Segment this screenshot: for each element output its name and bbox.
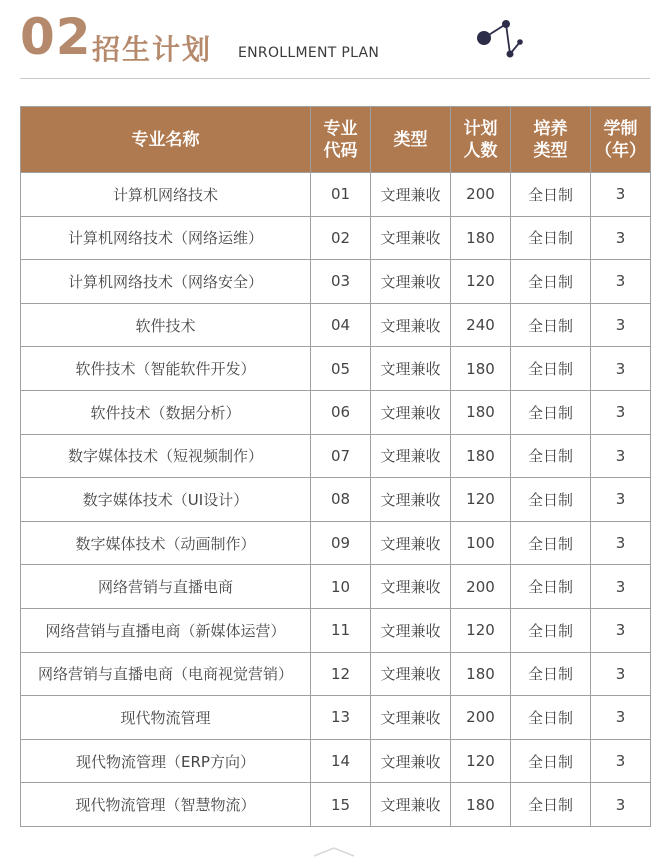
cell-major: 网络营销与直播电商（电商视觉营销） bbox=[21, 652, 311, 696]
table-row bbox=[21, 696, 651, 740]
cell-mode: 全日制 bbox=[511, 521, 591, 565]
cell-plan: 120 bbox=[451, 608, 511, 652]
cell-code: 03 bbox=[311, 260, 371, 304]
cell-plan: 180 bbox=[451, 347, 511, 391]
table-row bbox=[21, 608, 651, 652]
cell-years: 3 bbox=[591, 608, 651, 652]
cell-mode: 全日制 bbox=[511, 478, 591, 522]
header-type: 类型 bbox=[371, 107, 451, 173]
cell-years: 3 bbox=[591, 478, 651, 522]
cell-code: 13 bbox=[311, 696, 371, 740]
cell-mode: 全日制 bbox=[511, 565, 591, 609]
cell-years: 3 bbox=[591, 434, 651, 478]
cell-plan: 200 bbox=[451, 565, 511, 609]
cell-code: 15 bbox=[311, 783, 371, 827]
cell-type: 文理兼收 bbox=[371, 260, 451, 304]
table-row bbox=[21, 478, 651, 522]
cell-plan: 180 bbox=[451, 434, 511, 478]
cell-major: 网络营销与直播电商（新媒体运营） bbox=[21, 608, 311, 652]
table-row bbox=[21, 303, 651, 347]
header-years: 学制 （年） bbox=[591, 107, 651, 173]
cell-plan: 120 bbox=[451, 478, 511, 522]
cell-type: 文理兼收 bbox=[371, 173, 451, 217]
cell-mode: 全日制 bbox=[511, 783, 591, 827]
cell-mode: 全日制 bbox=[511, 434, 591, 478]
cell-plan: 180 bbox=[451, 652, 511, 696]
header-major: 专业名称 bbox=[21, 107, 311, 173]
cell-plan: 100 bbox=[451, 521, 511, 565]
cell-code: 01 bbox=[311, 173, 371, 217]
cell-years: 3 bbox=[591, 260, 651, 304]
cell-years: 3 bbox=[591, 216, 651, 260]
cell-type: 文理兼收 bbox=[371, 216, 451, 260]
cell-type: 文理兼收 bbox=[371, 652, 451, 696]
header-divider bbox=[20, 78, 650, 79]
cell-years: 3 bbox=[591, 390, 651, 434]
header-plan: 计划 人数 bbox=[451, 107, 511, 173]
cell-mode: 全日制 bbox=[511, 652, 591, 696]
cell-type: 文理兼收 bbox=[371, 478, 451, 522]
cell-type: 文理兼收 bbox=[371, 434, 451, 478]
cell-mode: 全日制 bbox=[511, 390, 591, 434]
cell-years: 3 bbox=[591, 303, 651, 347]
section-header bbox=[0, 0, 668, 80]
network-nodes-icon bbox=[470, 16, 530, 66]
cell-code: 07 bbox=[311, 434, 371, 478]
header-mode: 培养 类型 bbox=[511, 107, 591, 173]
section-subtitle-en: ENROLLMENT PLAN bbox=[238, 45, 380, 61]
cell-plan: 120 bbox=[451, 260, 511, 304]
cell-type: 文理兼收 bbox=[371, 608, 451, 652]
cell-plan: 200 bbox=[451, 173, 511, 217]
cell-plan: 180 bbox=[451, 216, 511, 260]
cell-type: 文理兼收 bbox=[371, 783, 451, 827]
cell-code: 14 bbox=[311, 739, 371, 783]
table-row bbox=[21, 652, 651, 696]
cell-major: 软件技术（数据分析） bbox=[21, 390, 311, 434]
cell-years: 3 bbox=[591, 347, 651, 391]
cell-plan: 180 bbox=[451, 390, 511, 434]
cell-major: 数字媒体技术（短视频制作） bbox=[21, 434, 311, 478]
cell-type: 文理兼收 bbox=[371, 303, 451, 347]
cell-code: 09 bbox=[311, 521, 371, 565]
cell-code: 10 bbox=[311, 565, 371, 609]
cell-major: 网络营销与直播电商 bbox=[21, 565, 311, 609]
cell-code: 05 bbox=[311, 347, 371, 391]
cell-mode: 全日制 bbox=[511, 739, 591, 783]
cell-type: 文理兼收 bbox=[371, 521, 451, 565]
cell-major: 现代物流管理 bbox=[21, 696, 311, 740]
table-row bbox=[21, 347, 651, 391]
cell-plan: 240 bbox=[451, 303, 511, 347]
cell-major: 计算机网络技术（网络安全） bbox=[21, 260, 311, 304]
cell-major: 现代物流管理（智慧物流） bbox=[21, 783, 311, 827]
cell-code: 11 bbox=[311, 608, 371, 652]
cell-years: 3 bbox=[591, 173, 651, 217]
cell-type: 文理兼收 bbox=[371, 696, 451, 740]
cell-major: 软件技术 bbox=[21, 303, 311, 347]
cell-mode: 全日制 bbox=[511, 347, 591, 391]
cell-plan: 120 bbox=[451, 739, 511, 783]
cell-major: 数字媒体技术（动画制作） bbox=[21, 521, 311, 565]
table-row bbox=[21, 216, 651, 260]
table-row bbox=[21, 565, 651, 609]
header-code: 专业 代码 bbox=[311, 107, 371, 173]
table-row bbox=[21, 434, 651, 478]
cell-code: 12 bbox=[311, 652, 371, 696]
cell-major: 计算机网络技术（网络运维） bbox=[21, 216, 311, 260]
table-row bbox=[21, 173, 651, 217]
cell-code: 08 bbox=[311, 478, 371, 522]
cell-years: 3 bbox=[591, 739, 651, 783]
cell-plan: 200 bbox=[451, 696, 511, 740]
cell-type: 文理兼收 bbox=[371, 390, 451, 434]
table-row bbox=[21, 521, 651, 565]
section-number: 02 bbox=[20, 8, 92, 66]
cell-mode: 全日制 bbox=[511, 303, 591, 347]
cell-code: 02 bbox=[311, 216, 371, 260]
section-title: 招生计划 bbox=[92, 33, 213, 66]
table-header-row bbox=[21, 107, 651, 173]
table-row bbox=[21, 739, 651, 783]
cell-major: 现代物流管理（ERP方向） bbox=[21, 739, 311, 783]
cell-mode: 全日制 bbox=[511, 260, 591, 304]
cell-type: 文理兼收 bbox=[371, 347, 451, 391]
cell-mode: 全日制 bbox=[511, 696, 591, 740]
cell-type: 文理兼收 bbox=[371, 739, 451, 783]
enrollment-table bbox=[20, 106, 651, 827]
cell-major: 软件技术（智能软件开发） bbox=[21, 347, 311, 391]
cell-code: 06 bbox=[311, 390, 371, 434]
table-row bbox=[21, 783, 651, 827]
cell-mode: 全日制 bbox=[511, 608, 591, 652]
cell-major: 数字媒体技术（UI设计） bbox=[21, 478, 311, 522]
cell-years: 3 bbox=[591, 565, 651, 609]
chevron-up-icon bbox=[312, 846, 356, 857]
cell-years: 3 bbox=[591, 521, 651, 565]
cell-years: 3 bbox=[591, 652, 651, 696]
cell-code: 04 bbox=[311, 303, 371, 347]
cell-mode: 全日制 bbox=[511, 173, 591, 217]
cell-years: 3 bbox=[591, 696, 651, 740]
table-row bbox=[21, 260, 651, 304]
cell-major: 计算机网络技术 bbox=[21, 173, 311, 217]
cell-years: 3 bbox=[591, 783, 651, 827]
cell-mode: 全日制 bbox=[511, 216, 591, 260]
cell-plan: 180 bbox=[451, 783, 511, 827]
cell-type: 文理兼收 bbox=[371, 565, 451, 609]
table-row bbox=[21, 390, 651, 434]
